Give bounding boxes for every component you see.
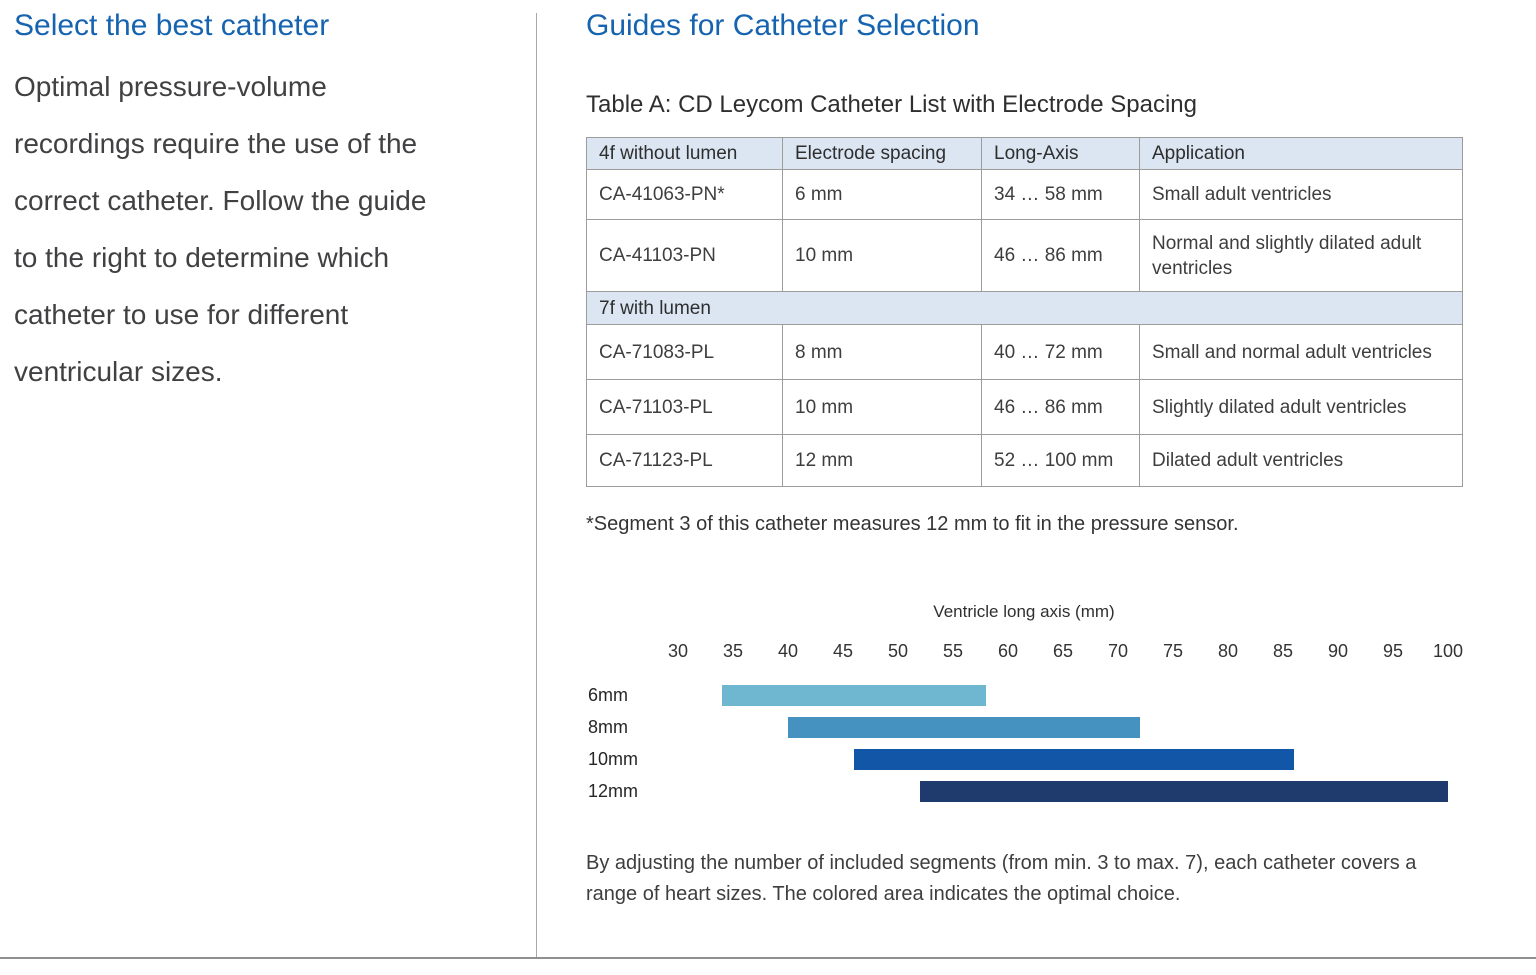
x-tick: 40 (777, 641, 799, 661)
table-row (587, 220, 1463, 292)
table-header-row (587, 138, 1463, 170)
range-bar (722, 685, 986, 706)
table-cell: 34 … 58 mm (982, 170, 1140, 220)
x-tick: 80 (1217, 641, 1239, 661)
table-cell: 46 … 86 mm (982, 220, 1140, 292)
x-tick: 85 (1272, 641, 1294, 661)
bar-row-label: 8mm (588, 717, 628, 737)
table-cell: Slightly dilated adult ventricles (1140, 380, 1463, 435)
section-title: Guides for Catheter Selection (586, 9, 980, 42)
x-tick: 95 (1382, 641, 1404, 661)
table-cell: 40 … 72 mm (982, 325, 1140, 380)
column-header: Electrode spacing (783, 138, 982, 170)
table-subheader-row (587, 292, 1463, 325)
x-tick: 90 (1327, 641, 1349, 661)
table-cell: CA-71083-PL (587, 325, 783, 380)
x-tick: 70 (1107, 641, 1129, 661)
column-divider (536, 13, 537, 957)
catheter-table (586, 137, 1463, 487)
bar-row-label: 12mm (588, 781, 639, 801)
table-title: Table A: CD Leycom Catheter List with Electrode Spacing (586, 91, 1197, 118)
table-cell: 8 mm (783, 325, 982, 380)
bottom-rule (0, 957, 1536, 959)
x-tick: 75 (1162, 641, 1184, 661)
x-tick: 65 (1052, 641, 1074, 661)
chart-caption: By adjusting the number of included segments (from min. 3 to max. 7), each catheter covers a range of heart sizes. The colored area indicates the optimal choice. (586, 852, 1417, 905)
page-title: Select the best catheter (14, 9, 330, 42)
table-footnote: *Segment 3 of this catheter measures 12 mm to fit in the pressure sensor. (586, 513, 1239, 535)
table-cell: 10 mm (783, 380, 982, 435)
table-row (587, 435, 1463, 487)
chart-title: Ventricle long axis (mm) (933, 602, 1115, 621)
x-tick: 35 (722, 641, 744, 661)
column-header: Long-Axis (982, 138, 1140, 170)
column-header: 4f without lumen (587, 138, 783, 170)
table-cell: 6 mm (783, 170, 982, 220)
table-cell: CA-71103-PL (587, 380, 783, 435)
subheader-cell: 7f with lumen (587, 292, 1463, 325)
x-tick: 45 (832, 641, 854, 661)
table-cell: 10 mm (783, 220, 982, 292)
bar-row-label: 10mm (588, 749, 639, 769)
intro-paragraph: Optimal pressure-volume recordings require the use of the correct catheter. Follow the guide to the right to determine which catheter to use for different ventricular sizes. (14, 71, 427, 387)
range-bar (920, 781, 1448, 802)
left-column (14, 8, 484, 400)
table-cell: 46 … 86 mm (982, 380, 1140, 435)
right-column (586, 8, 1462, 910)
range-bar (854, 749, 1294, 770)
table-row (587, 325, 1463, 380)
column-header: Application (1140, 138, 1463, 170)
table-cell: Dilated adult ventricles (1140, 435, 1463, 487)
x-tick: 55 (942, 641, 964, 661)
x-tick: 30 (667, 641, 689, 661)
table-cell: CA-41103-PN (587, 220, 783, 292)
x-tick: 50 (887, 641, 909, 661)
table-cell: Small adult ventricles (1140, 170, 1463, 220)
table-cell: 52 … 100 mm (982, 435, 1140, 487)
table-row (587, 380, 1463, 435)
table-cell: CA-71123-PL (587, 435, 783, 487)
table-cell: 12 mm (783, 435, 982, 487)
table-cell: Normal and slightly dilated adult ventricles (1140, 220, 1463, 292)
table-cell: Small and normal adult ventricles (1140, 325, 1463, 380)
range-bar (788, 717, 1140, 738)
table-row (587, 170, 1463, 220)
bar-row-label: 6mm (588, 685, 628, 705)
ventricle-range-chart (586, 602, 1462, 808)
table-cell: CA-41063-PN* (587, 170, 783, 220)
x-tick: 60 (997, 641, 1019, 661)
x-tick: 100 (1432, 641, 1464, 661)
